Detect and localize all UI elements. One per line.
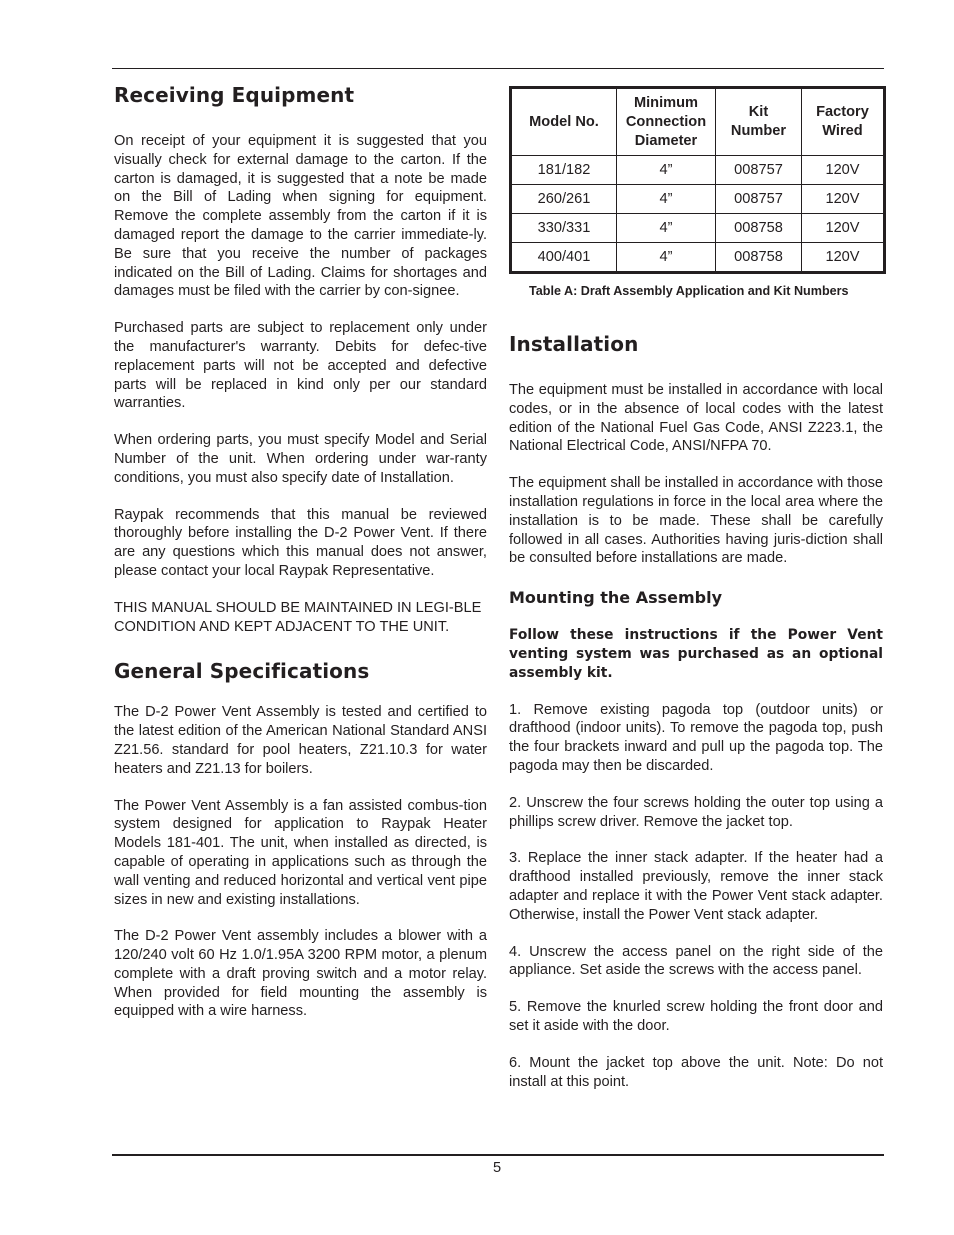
cell-wired: 120V bbox=[802, 185, 885, 214]
table-row bbox=[511, 243, 885, 273]
mounting-note: Follow these instructions if the Power Vent venting system was purchased as an optional assembly kit. bbox=[509, 627, 883, 681]
receiving-paragraph-1: On receipt of your equipment it is suggested that you visually check for external damage to the carton. If the carton is damaged, it is suggested that a note be made on the Bill of Lading when signing for equipment. Remove the complete assembly from the carton if it is damaged report the damage to the carrier immediate-ly. Be sure that you receive the number of packages indicated on the Bill of Lading. Claims for shortages and damages must be filed with the carrier by con-signee. bbox=[114, 133, 487, 300]
receiving-paragraph-5: THIS MANUAL SHOULD BE MAINTAINED IN LEGI-BLE CONDITION AND KEPT ADJACENT TO THE UNIT. bbox=[114, 599, 482, 635]
table-row bbox=[511, 185, 885, 214]
cell-diameter: 4” bbox=[617, 243, 716, 273]
cell-wired: 120V bbox=[802, 156, 885, 185]
kit-numbers-table bbox=[509, 86, 886, 274]
cell-kit: 008757 bbox=[716, 156, 802, 185]
cell-model: 400/401 bbox=[511, 243, 617, 273]
cell-diameter: 4” bbox=[617, 156, 716, 185]
page-number: 5 bbox=[492, 1160, 502, 1176]
receiving-paragraph-3: When ordering parts, you must specify Model and Serial Number of the unit. When ordering under war-ranty conditions, you must also specify date of Installation. bbox=[114, 432, 487, 486]
top-rule bbox=[112, 68, 884, 69]
header-min-diameter: Minimum Connection Diameter bbox=[617, 88, 716, 156]
header-kit-number: Kit Number bbox=[716, 88, 802, 156]
left-column bbox=[114, 83, 487, 1021]
mounting-step-5: 5. Remove the knurled screw holding the front door and set it aside with the door. bbox=[509, 999, 883, 1034]
cell-kit: 008757 bbox=[716, 185, 802, 214]
table-caption: Table A: Draft Assembly Application and Kit Numbers bbox=[529, 284, 849, 298]
cell-model: 181/182 bbox=[511, 156, 617, 185]
cell-kit: 008758 bbox=[716, 214, 802, 243]
mounting-step-3: 3. Replace the inner stack adapter. If the heater had a drafthood installed previously, remove the inner stack adapter and replace it with the Power Vent stack adapter. Otherwise, install the Power Vent stack adapter. bbox=[509, 850, 883, 923]
mounting-step-2: 2. Unscrew the four screws holding the outer top using a phillips screw driver. Remove the jacket top. bbox=[509, 794, 883, 830]
table-header-row bbox=[511, 88, 885, 156]
bottom-rule bbox=[112, 1154, 884, 1156]
mounting-assembly-heading: Mounting the Assembly bbox=[509, 588, 723, 608]
cell-kit: 008758 bbox=[716, 243, 802, 273]
specs-paragraph-3: The D-2 Power Vent assembly includes a blower with a 120/240 volt 60 Hz 1.0/1.95A 3200 RPM motor, a plenum complete with a draft proving switch and a motor relay. When provided for field mounting the assembly is equipped with a wire harness. bbox=[114, 928, 487, 1020]
cell-wired: 120V bbox=[802, 214, 885, 243]
installation-heading: Installation bbox=[509, 332, 639, 356]
cell-diameter: 4” bbox=[617, 214, 716, 243]
cell-diameter: 4” bbox=[617, 185, 716, 214]
cell-model: 330/331 bbox=[511, 214, 617, 243]
table-row bbox=[511, 214, 885, 243]
header-factory-wired: Factory Wired bbox=[802, 88, 885, 156]
mounting-step-6: 6. Mount the jacket top above the unit. Note: Do not install at this point. bbox=[509, 1054, 883, 1090]
receiving-paragraph-4: Raypak recommends that this manual be reviewed thoroughly before installing the D-2 Power Vent. If there are any questions which this manual does not answer, please contact your local Raypak Representative. bbox=[114, 506, 487, 579]
receiving-equipment-heading: Receiving Equipment bbox=[114, 83, 355, 107]
cell-model: 260/261 bbox=[511, 185, 617, 214]
installation-paragraph-1: The equipment must be installed in accordance with local codes, or in the absence of local codes with the latest edition of the National Fuel Gas Code, ANSI Z223.1, the National Electrical Code, ANSI/NFPA 70. bbox=[509, 382, 883, 455]
specs-paragraph-2: The Power Vent Assembly is a fan assisted combus-tion system designed for application to Raypak Heater Models 181-401. The unit, when installed as directed, is capable of operating in applications such as through the wall venting and reduced horizontal and vertical vent pipe sizes in new and existing installations. bbox=[114, 797, 487, 908]
installation-paragraph-2: The equipment shall be installed in accordance with those installation regulations in force in the local area where the installation is to be made. These shall be carefully followed in all cases. Authorities having juris-diction shall be consulted before installations are made. bbox=[509, 475, 883, 567]
specs-paragraph-1: The D-2 Power Vent Assembly is tested and certified to the latest edition of the American National Standard ANSI Z21.56. standard for pool heaters, Z21.10.3 for water heaters and Z21.13 for boilers. bbox=[114, 704, 487, 777]
right-column bbox=[509, 86, 883, 1091]
header-model-no: Model No. bbox=[511, 88, 617, 156]
general-specifications-heading: General Specifications bbox=[114, 659, 370, 684]
mounting-step-4: 4. Unscrew the access panel on the right side of the appliance. Set aside the screws with the access panel. bbox=[509, 943, 883, 979]
receiving-paragraph-2: Purchased parts are subject to replacement only under the manufacturer's warranty. Debits for defec-tive replacement parts will not be accepted and defective parts will be replaced in kind only per our standard warranties. bbox=[114, 320, 487, 412]
table-row bbox=[511, 156, 885, 185]
cell-wired: 120V bbox=[802, 243, 885, 273]
mounting-step-1: 1. Remove existing pagoda top (outdoor units) or drafthood (indoor units). To remove the pagoda top, push the four brackets inward and pull up the pagoda top. The pagoda may then be discarded. bbox=[509, 701, 883, 774]
